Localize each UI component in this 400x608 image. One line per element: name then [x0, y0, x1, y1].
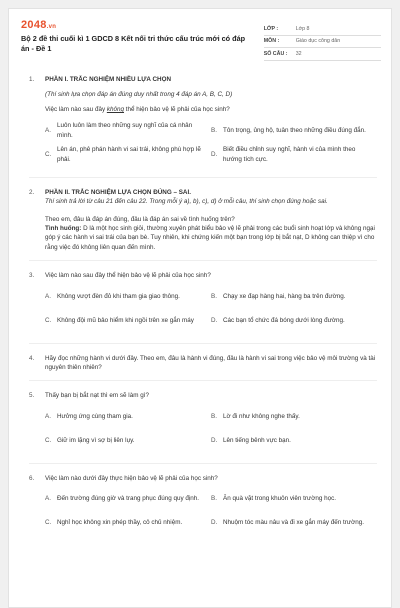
options: [45, 407, 377, 455]
question-number: 2.: [29, 188, 35, 196]
question-number: 4.: [29, 354, 35, 362]
section-instruction: (Thí sinh lựa chọn đáp án đúng duy nhất trong 4 đáp án A, B, C, D): [45, 90, 233, 98]
question-number: 1.: [29, 75, 35, 83]
meta-row-count: SỐ CÂU : 32: [264, 48, 381, 61]
option-a[interactable]: A. Không vượt đèn đỏ khi tham gia giao thông.: [45, 292, 180, 300]
case-study: Tình huống: D là một học sinh giỏi, thường xuyên phát biểu bảo vệ lẽ phải trong các buổi sinh hoạt lớp và không ngại góp ý các hành vi sai trái của bạn bè. Tuy nhiên, khi chứng kiến một bạn trong lớp bị bắt nạt, D không can thiệp vì cho rằng việc đó không liên quan đến mình.: [45, 224, 375, 251]
question-stem: Việc làm nào sau đây không thể hiện bảo vệ lẽ phải của học sinh?: [45, 106, 230, 114]
options: [45, 287, 377, 335]
option-c[interactable]: C. Lên án, phê phán hành vi sai trái, không phù hợp lẽ phải.: [45, 146, 201, 163]
option-b[interactable]: B. Tôn trọng, ủng hộ, tuân theo những điều đúng đắn.: [211, 127, 366, 135]
meta-row-subject: MÔN : Giáo dục công dân: [264, 36, 381, 49]
option-b[interactable]: B. Lờ đi như không nghe thấy.: [211, 413, 300, 421]
question-2: [29, 188, 377, 252]
divider: [29, 260, 377, 261]
section-heading: PHẦN I. TRẮC NGHIỆM NHIỀU LỰA CHỌN: [45, 75, 172, 83]
question-number: 6.: [29, 474, 35, 482]
options: [45, 121, 377, 169]
site-logo[interactable]: 2048.vn: [21, 19, 57, 31]
question-stem: Việc làm nào dưới đây thực hiện bảo vệ lẽ phải của học sinh?: [45, 474, 218, 482]
divider: [29, 380, 377, 381]
document-title: Bộ 2 đề thi cuối kì 1 GDCD 8 Kết nối tri thức cấu trúc mới có đáp án - Đề 1: [21, 34, 246, 53]
option-c[interactable]: C. Không đội mũ bảo hiểm khi ngồi trên xe gắn máy: [45, 316, 194, 324]
question-6: [29, 474, 377, 537]
question-4: [29, 354, 377, 373]
document-page: [8, 8, 392, 608]
option-d[interactable]: D. Lên tiếng bênh vực bạn.: [211, 437, 291, 445]
divider: [29, 343, 377, 344]
question-stem: Hãy đọc những hành vi dưới đây. Theo em, đâu là hành vi đúng, đâu là hành vi sai trong việc bảo vệ môi trường và tài nguyên thiên nhiên?: [45, 354, 376, 371]
divider: [29, 463, 377, 464]
meta-row-class: LỚP : Lớp 8: [264, 23, 381, 36]
option-d[interactable]: D. Nhuộm tóc màu nâu và đi xe gắn máy đến trường.: [211, 519, 365, 527]
document-content: [9, 67, 391, 538]
option-d[interactable]: D. Các bạn tổ chức đá bóng dưới lòng đường.: [211, 316, 345, 324]
document-header: [9, 9, 391, 67]
header-left: [21, 19, 254, 61]
question-stem: Việc làm nào sau đây thể hiện bảo vệ lẽ phải của học sinh?: [45, 272, 211, 280]
option-b[interactable]: B. Ăn quà vặt trong khuôn viên trường học.: [211, 495, 337, 503]
divider: [29, 177, 377, 178]
question-3: [29, 271, 377, 334]
question-stem: Thấy bạn bị bắt nạt thì em sẽ làm gì?: [45, 392, 149, 400]
question-1: [29, 75, 377, 169]
question-number: 5.: [29, 392, 35, 400]
options: [45, 489, 377, 537]
section-instruction: Thí sinh trả lời từ câu 21 đến câu 22. Trong mỗi ý a), b), c), d) ở mỗi câu, thí sinh chọn đúng hoặc sai.: [45, 198, 328, 206]
document-meta: [264, 23, 381, 61]
option-d[interactable]: D. Biết điều chỉnh suy nghĩ, hành vi của mình theo hướng tích cực.: [211, 146, 356, 163]
question-5: [29, 391, 377, 454]
option-a[interactable]: A. Đến trường đúng giờ và trang phục đúng quy định.: [45, 495, 200, 503]
option-a[interactable]: A. Hưởng ứng cùng tham gia.: [45, 413, 133, 421]
question-number: 3.: [29, 272, 35, 280]
option-c[interactable]: C. Giữ im lặng vì sợ bị liên lụy.: [45, 437, 135, 445]
question-stem: Theo em, đâu là đáp án đúng, đâu là đáp án sai về tình huống trên?: [45, 215, 235, 223]
option-c[interactable]: C. Nghỉ học không xin phép thầy, cô chủ nhiệm.: [45, 519, 183, 527]
section-heading: PHẦN II. TRẮC NGHIỆM LỰA CHỌN ĐÚNG – SAI.: [45, 188, 191, 196]
option-b[interactable]: B. Chạy xe đạp hàng hai, hàng ba trên đường.: [211, 292, 346, 300]
option-a[interactable]: A. Luôn luôn làm theo những suy nghĩ của cá nhân mình.: [45, 122, 193, 139]
